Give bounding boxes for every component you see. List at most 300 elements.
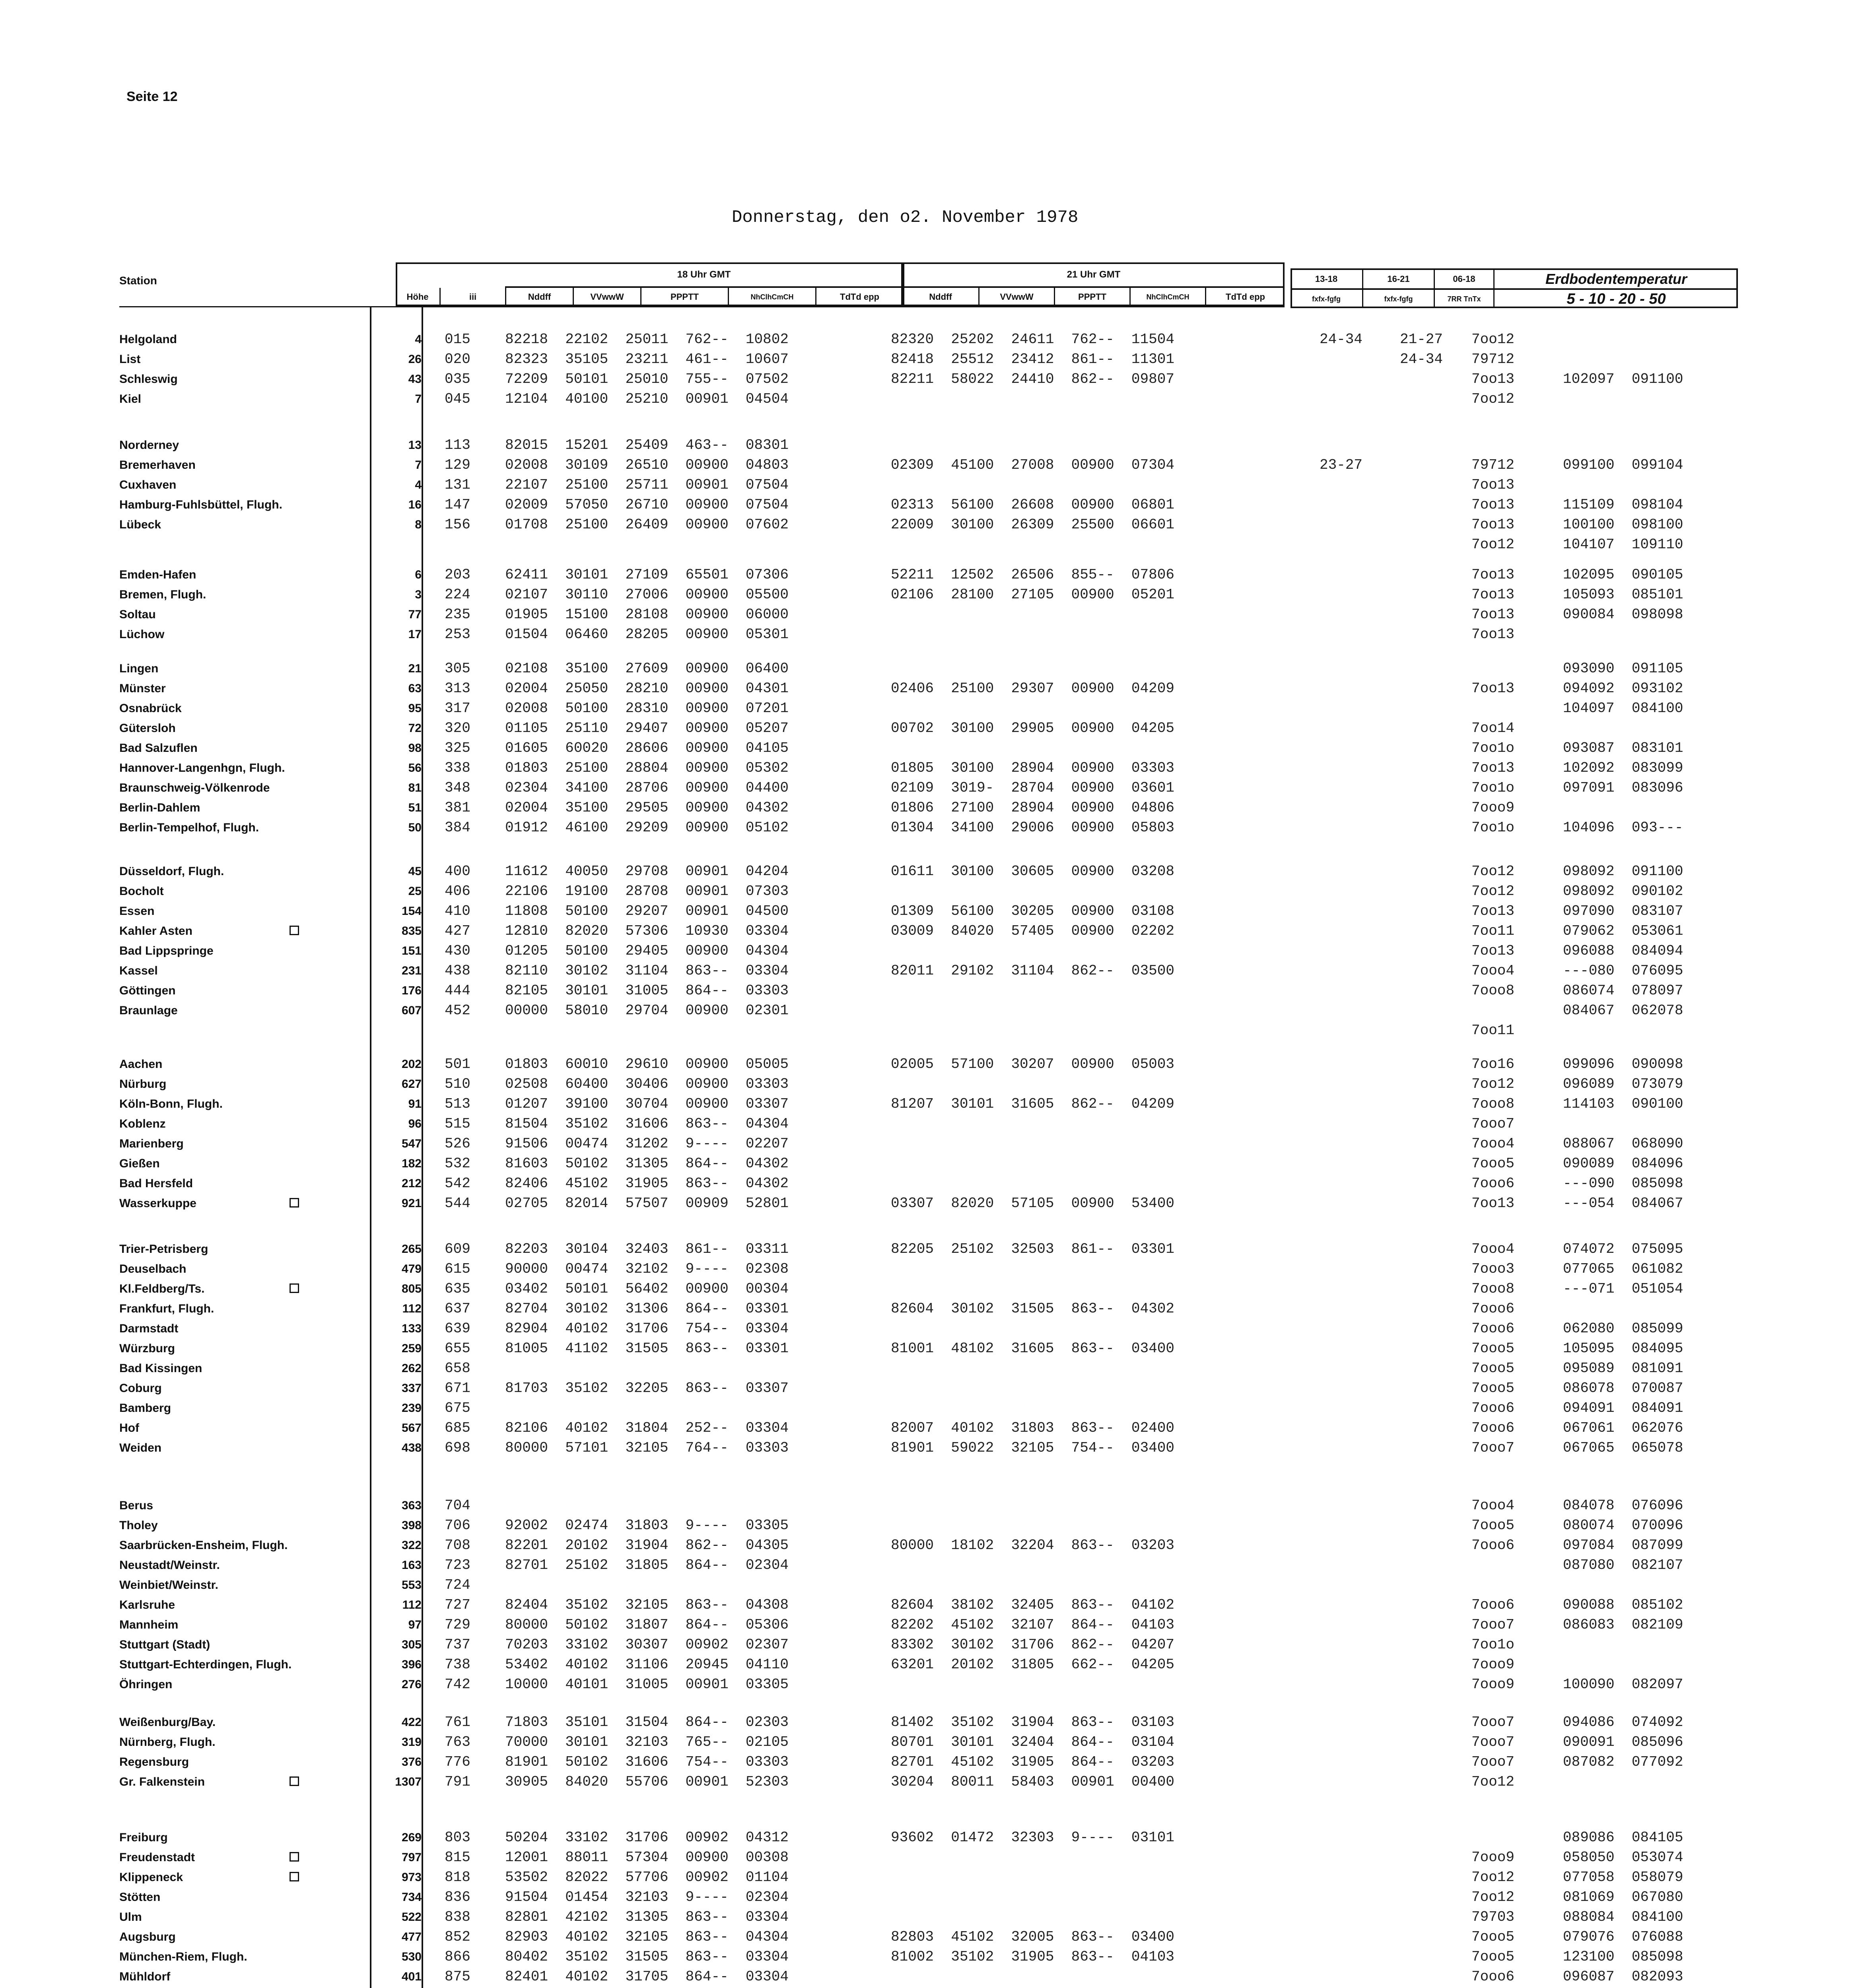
precip-06-18: 7oo13: [1471, 516, 1515, 533]
obs-21-utc: 01806 27100 28904 00900 04806: [891, 800, 1174, 816]
soil-temperature: 093087 083101: [1563, 740, 1683, 756]
obs-18-utc: 82106 40102 31804 252-- 03304: [505, 1420, 789, 1436]
table-row: [0, 456, 1860, 474]
precip-06-18: 79703: [1471, 1909, 1515, 1925]
soil-temperature: 058050 053074: [1563, 1849, 1683, 1866]
station-name: Wasserkuppe: [119, 1197, 196, 1210]
obs-18-utc: 02004 35100 29505 00900 04302: [505, 800, 789, 816]
precip-06-18: 7oo13: [1471, 567, 1515, 583]
station-name: Kassel: [119, 964, 158, 977]
station-id: 791: [445, 1774, 470, 1790]
header-21-col-3: PPPTT: [1054, 288, 1129, 306]
precip-06-18: 7ooo8: [1471, 1096, 1515, 1112]
station-height: 17: [408, 628, 422, 641]
obs-18-utc: 00000 58010 29704 00900 02301: [505, 1002, 789, 1019]
obs-18-utc: 80000 50102 31807 864-- 05306: [505, 1617, 789, 1633]
soil-temperature: 086083 082109: [1563, 1617, 1683, 1633]
table-row: [0, 1616, 1860, 1634]
obs-21-utc: 03307 82020 57105 00900 53400: [891, 1195, 1174, 1211]
table-row: [0, 536, 1860, 553]
soil-temperature: 098092 091100: [1563, 863, 1683, 879]
station-id: 400: [445, 863, 470, 879]
precip-06-18: 7ooo6: [1471, 1301, 1515, 1317]
station-id: 410: [445, 903, 470, 919]
station-name: Bremen, Flugh.: [119, 588, 206, 601]
station-height: 305: [401, 1638, 422, 1651]
station-height: 202: [401, 1058, 422, 1071]
precip-06-18: 7ooo5: [1471, 1929, 1515, 1945]
precip-06-18: 7oo1o: [1471, 740, 1515, 756]
station-id: 698: [445, 1440, 470, 1456]
header-erdboden: Erdbodentemperatur: [1493, 270, 1738, 288]
obs-18-utc: 82704 30102 31306 864-- 03301: [505, 1301, 789, 1317]
header-18-col-4: NhClhCmCH: [728, 288, 815, 306]
station-id: 501: [445, 1056, 470, 1072]
table-row: [0, 1753, 1860, 1771]
obs-21-utc: 83302 30102 31706 862-- 04207: [891, 1637, 1174, 1653]
station-height: 1307: [395, 1775, 422, 1788]
precip-06-18: 7oo13: [1471, 477, 1515, 493]
header-range-13-18: 13-18: [1315, 274, 1338, 284]
station-name: Lübeck: [119, 518, 161, 531]
table-row: [0, 779, 1860, 797]
soil-temperature: 094092 093102: [1563, 680, 1683, 697]
station-height: 319: [401, 1736, 422, 1749]
table-row: [0, 390, 1860, 408]
table-row: [0, 1596, 1860, 1614]
table-row: [0, 1676, 1860, 1693]
table-row: [0, 1400, 1860, 1417]
station-height: 182: [401, 1157, 422, 1170]
station-height: 77: [408, 608, 422, 621]
station-id: 704: [445, 1497, 470, 1514]
soil-temperature: 088084 084100: [1563, 1909, 1683, 1925]
table-row: [0, 1908, 1860, 1926]
station-name: Bad Lippspringe: [119, 944, 214, 957]
station-height: 422: [401, 1716, 422, 1729]
station-height: 56: [408, 761, 422, 775]
station-name: Gütersloh: [119, 722, 176, 735]
station-name: Gr. Falkenstein: [119, 1775, 205, 1788]
station-height: 376: [401, 1755, 422, 1769]
station-name: Coburg: [119, 1382, 162, 1395]
station-height: 734: [401, 1891, 422, 1904]
table-row: [0, 351, 1860, 368]
obs-18-utc: 82904 40102 31706 754-- 03304: [505, 1320, 789, 1337]
soil-temperature: 102095 090105: [1563, 567, 1683, 583]
obs-21-utc: 82011 29102 31104 862-- 03500: [891, 963, 1174, 979]
obs-21-utc: 02406 25100 29307 00900 04209: [891, 680, 1174, 697]
soil-temperature: 094086 074092: [1563, 1714, 1683, 1730]
station-name: Berlin-Dahlem: [119, 801, 200, 814]
obs-21-utc: 22009 30100 26309 25500 06601: [891, 516, 1174, 533]
station-name: Freiburg: [119, 1831, 168, 1844]
station-height: 627: [401, 1077, 422, 1091]
obs-18-utc: 82110 30102 31104 863-- 03304: [505, 963, 789, 979]
precip-06-18: 79712: [1471, 351, 1515, 367]
station-name: Essen: [119, 905, 155, 918]
station-name: Kl.Feldberg/Ts.: [119, 1282, 205, 1295]
station-height: 91: [408, 1097, 422, 1110]
station-name: Aachen: [119, 1058, 163, 1071]
table-row: [0, 1419, 1860, 1437]
report-date: Donnerstag, den o2. November 1978: [732, 208, 1079, 227]
station-height: 259: [401, 1342, 422, 1355]
soil-temperature: 104096 093---: [1563, 819, 1683, 836]
station-name: Kahler Asten: [119, 924, 192, 938]
station-name: Stuttgart (Stadt): [119, 1638, 210, 1651]
precip-06-18: 7ooo7: [1471, 1116, 1515, 1132]
soil-temperature: ---090 085098: [1563, 1175, 1683, 1192]
station-height: 51: [408, 801, 422, 814]
obs-21-utc: 02106 28100 27105 00900 05201: [891, 586, 1174, 603]
station-id: 727: [445, 1597, 470, 1613]
soil-temperature: 089086 084105: [1563, 1829, 1683, 1846]
station-height: 212: [401, 1177, 422, 1190]
obs-18-utc: 12001 88011 57304 00900 00308: [505, 1849, 789, 1866]
station-name: Osnabrück: [119, 702, 182, 715]
station-id: 838: [445, 1909, 470, 1925]
soil-temperature: 088067 068090: [1563, 1136, 1683, 1152]
table-row: [0, 1829, 1860, 1846]
table-row: [0, 476, 1860, 494]
station-name: Bremerhaven: [119, 458, 196, 472]
table-row: [0, 1195, 1860, 1212]
station-id: 635: [445, 1281, 470, 1297]
obs-18-utc: 70000 30101 32103 765-- 02105: [505, 1734, 789, 1750]
precip-06-18: 7oo12: [1471, 1869, 1515, 1885]
precip-06-18: 7oo16: [1471, 1056, 1515, 1072]
table-row: [0, 606, 1860, 623]
precip-06-18: 7ooo9: [1471, 800, 1515, 816]
soil-temperature: 074072 075095: [1563, 1241, 1683, 1257]
table-row: [0, 1557, 1860, 1574]
obs-18-utc: 80000 57101 32105 764-- 03303: [505, 1440, 789, 1456]
station-id: 724: [445, 1577, 470, 1593]
header-erdboden-depths: 5 - 10 - 20 - 50: [1493, 290, 1738, 308]
precip-06-18: 7oo13: [1471, 680, 1515, 697]
table-row: [0, 700, 1860, 717]
table-row: [0, 566, 1860, 584]
station-id: 866: [445, 1949, 470, 1965]
station-height: 337: [401, 1382, 422, 1395]
station-name: Berus: [119, 1499, 154, 1512]
table-row: [0, 1340, 1860, 1357]
obs-18-utc: 01803 60010 29610 00900 05005: [505, 1056, 789, 1072]
obs-21-utc: 01805 30100 28904 00900 03303: [891, 760, 1174, 776]
station-id: 430: [445, 943, 470, 959]
soil-temperature: 096087 082093: [1563, 1969, 1683, 1985]
station-height: 835: [401, 924, 422, 938]
station-id: 671: [445, 1380, 470, 1396]
precip-06-18: 7ooo6: [1471, 1597, 1515, 1613]
station-name: Neustadt/Weinstr.: [119, 1559, 220, 1572]
precip-06-18: 7oo13: [1471, 497, 1515, 513]
soil-temperature: 123100 085098: [1563, 1949, 1683, 1965]
station-id: 685: [445, 1420, 470, 1436]
header-station: Station: [119, 274, 157, 287]
station-id: 224: [445, 586, 470, 603]
obs-21-utc: 01304 34100 29006 00900 05803: [891, 819, 1174, 836]
station-id: 738: [445, 1656, 470, 1673]
gust-16-21: 21-27: [1400, 331, 1443, 348]
obs-18-utc: 01708 25100 26409 00900 07602: [505, 516, 789, 533]
station-height: 21: [408, 662, 422, 675]
table-row: [0, 1869, 1860, 1886]
obs-21-utc: 02313 56100 26608 00900 06801: [891, 497, 1174, 513]
precip-06-18: 7ooo7: [1471, 1734, 1515, 1750]
soil-temperature: 086074 078097: [1563, 982, 1683, 999]
station-name: Weinbiet/Weinstr.: [119, 1578, 218, 1592]
precip-06-18: 7oo11: [1471, 923, 1515, 939]
obs-18-utc: 70203 33102 30307 00902 02307: [505, 1637, 789, 1653]
header-21-col-1: Nddff: [929, 292, 952, 302]
obs-21-utc: 00702 30100 29905 00900 04205: [891, 720, 1174, 736]
table-row: [0, 740, 1860, 757]
soil-temperature: 100090 082097: [1563, 1676, 1683, 1693]
precip-06-18: 7oo13: [1471, 371, 1515, 387]
precip-06-18: 7ooo6: [1471, 1320, 1515, 1337]
station-height: 45: [408, 865, 422, 878]
table-row: [0, 922, 1860, 940]
station-name: Norderney: [119, 439, 179, 452]
precip-06-18: 7ooo7: [1471, 1714, 1515, 1730]
station-height: 176: [401, 984, 422, 997]
station-name: Bad Salzuflen: [119, 742, 198, 755]
table-row: [0, 1155, 1860, 1173]
precip-06-18: 7ooo8: [1471, 1281, 1515, 1297]
soil-temperature: 080074 070096: [1563, 1517, 1683, 1534]
station-id: 675: [445, 1400, 470, 1416]
station-height: 6: [415, 568, 422, 581]
station-id: 742: [445, 1676, 470, 1693]
obs-18-utc: 02304 34100 28706 00900 04400: [505, 780, 789, 796]
obs-18-utc: 82801 42102 31305 863-- 03304: [505, 1909, 789, 1925]
soil-temperature: 095089 081091: [1563, 1360, 1683, 1376]
header-21-col-4: NhClhCmCH: [1129, 288, 1205, 306]
obs-18-utc: 81504 35102 31606 863-- 04304: [505, 1116, 789, 1132]
station-id: 818: [445, 1869, 470, 1885]
table-row: [0, 1714, 1860, 1731]
obs-18-utc: 02508 60400 30406 00900 03303: [505, 1076, 789, 1092]
header-18-col-2: VVwwW: [573, 288, 640, 306]
table-row: [0, 1576, 1860, 1594]
station-name: Braunlage: [119, 1004, 178, 1017]
station-id: 532: [445, 1155, 470, 1172]
table-row: [0, 942, 1860, 960]
precip-06-18: 7oo13: [1471, 586, 1515, 603]
obs-21-utc: 82320 25202 24611 762-- 11504: [891, 331, 1174, 348]
station-height: 269: [401, 1831, 422, 1844]
station-name: Hof: [119, 1421, 139, 1435]
station-name: Hannover-Langenhgn, Flugh.: [119, 761, 285, 775]
station-id: 131: [445, 477, 470, 493]
precip-06-18: 7oo12: [1471, 883, 1515, 899]
station-id: 444: [445, 982, 470, 999]
precip-06-18: 7ooo6: [1471, 1175, 1515, 1192]
soil-temperature: 077065 061082: [1563, 1261, 1683, 1277]
station-id: 609: [445, 1241, 470, 1257]
table-row: [0, 516, 1860, 534]
station-name: Bamberg: [119, 1402, 171, 1415]
obs-21-utc: 52211 12502 26506 855-- 07806: [891, 567, 1174, 583]
station-name: Augsburg: [119, 1930, 176, 1943]
obs-21-utc: 81207 30101 31605 862-- 04209: [891, 1096, 1174, 1112]
station-name: Lüchow: [119, 628, 165, 641]
precip-06-18: 7ooo5: [1471, 1380, 1515, 1396]
table-row: [0, 1439, 1860, 1457]
station-height: 265: [401, 1242, 422, 1256]
station-height: 8: [415, 518, 422, 531]
page-number: Seite 12: [126, 89, 178, 104]
obs-18-utc: 10000 40101 31005 00901 03305: [505, 1676, 789, 1693]
obs-18-utc: 02008 50100 28310 00900 07201: [505, 700, 789, 716]
station-name: Weißenburg/Bay.: [119, 1716, 216, 1729]
precip-06-18: 7ooo5: [1471, 1517, 1515, 1534]
station-id: 203: [445, 567, 470, 583]
open-square-icon: [290, 1283, 299, 1293]
precip-06-18: 7oo13: [1471, 903, 1515, 919]
soil-temperature: 093090 091105: [1563, 660, 1683, 677]
obs-18-utc: 90000 00474 32102 9---- 02308: [505, 1261, 789, 1277]
station-height: 805: [401, 1282, 422, 1295]
obs-18-utc: 82323 35105 23211 461-- 10607: [505, 351, 789, 367]
obs-18-utc: 11612 40050 29708 00901 04204: [505, 863, 789, 879]
station-height: 553: [401, 1578, 422, 1592]
table-row: [0, 586, 1860, 604]
station-id: 147: [445, 497, 470, 513]
precip-06-18: 7ooo4: [1471, 963, 1515, 979]
table-row: [0, 626, 1860, 643]
table-row: [0, 1022, 1860, 1039]
soil-temperature: 104097 084100: [1563, 700, 1683, 716]
soil-temperature: 099100 099104: [1563, 457, 1683, 473]
station-height: 3: [415, 588, 422, 601]
precip-06-18: 7ooo3: [1471, 1261, 1515, 1277]
table-row: [0, 883, 1860, 900]
precip-06-18: 7ooo5: [1471, 1155, 1515, 1172]
header-sub-06-18: 7RR TnTx: [1434, 290, 1493, 308]
station-height: 477: [401, 1930, 422, 1943]
station-id: 836: [445, 1889, 470, 1905]
obs-21-utc: 82701 45102 31905 864-- 03203: [891, 1754, 1174, 1770]
station-id: 615: [445, 1261, 470, 1277]
obs-18-utc: 22107 25100 25711 00901 07504: [505, 477, 789, 493]
station-height: 522: [401, 1910, 422, 1924]
obs-18-utc: 71803 35101 31504 864-- 02303: [505, 1714, 789, 1730]
table-row: [0, 1773, 1860, 1791]
table-row: [0, 371, 1860, 388]
station-name: Darmstadt: [119, 1322, 179, 1335]
header-21-col-2: VVwwW: [978, 288, 1054, 306]
station-id: 427: [445, 923, 470, 939]
soil-temperature: 102092 083099: [1563, 760, 1683, 776]
precip-06-18: 7ooo4: [1471, 1241, 1515, 1257]
obs-21-utc: 82202 45102 32107 864-- 04103: [891, 1617, 1174, 1633]
obs-18-utc: 53502 82022 57706 00902 01104: [505, 1869, 789, 1885]
header-21-uhr: 21 Uhr GMT: [1067, 269, 1121, 280]
station-height: 96: [408, 1117, 422, 1130]
precip-06-18: 7oo1o: [1471, 1637, 1515, 1653]
soil-temperature: 115109 098104: [1563, 497, 1683, 513]
obs-18-utc: 02009 57050 26710 00900 07504: [505, 497, 789, 513]
obs-18-utc: 81901 50102 31606 754-- 03303: [505, 1754, 789, 1770]
soil-temperature: 090091 085096: [1563, 1734, 1683, 1750]
obs-18-utc: 62411 30101 27109 65501 07306: [505, 567, 789, 583]
station-name: Regensburg: [119, 1755, 189, 1769]
obs-18-utc: 22106 19100 28708 00901 07303: [505, 883, 789, 899]
station-name: Emden-Hafen: [119, 568, 196, 581]
obs-18-utc: 01205 50100 29405 00900 04304: [505, 943, 789, 959]
table-row: [0, 1968, 1860, 1986]
station-name: Bocholt: [119, 885, 164, 898]
table-row: [0, 863, 1860, 880]
table-row: [0, 1380, 1860, 1397]
obs-21-utc: 02005 57100 30207 00900 05003: [891, 1056, 1174, 1072]
station-height: 231: [401, 964, 422, 977]
obs-21-utc: 63201 20102 31805 662-- 04205: [891, 1656, 1174, 1673]
obs-18-utc: 81703 35102 32205 863-- 03307: [505, 1380, 789, 1396]
station-id: 706: [445, 1517, 470, 1534]
station-height: 95: [408, 702, 422, 715]
table-row: [0, 720, 1860, 737]
station-name: Cuxhaven: [119, 478, 177, 491]
station-height: 154: [401, 905, 422, 918]
header-18-col-5: TdTd epp: [815, 288, 903, 306]
station-name: Göttingen: [119, 984, 176, 997]
obs-18-utc: 82015 15201 25409 463-- 08301: [505, 437, 789, 453]
soil-temperature: 087082 077092: [1563, 1754, 1683, 1770]
station-id: 526: [445, 1136, 470, 1152]
station-name: Schleswig: [119, 373, 178, 386]
precip-06-18: 7oo12: [1471, 536, 1515, 553]
obs-18-utc: 81005 41102 31505 863-- 03301: [505, 1340, 789, 1357]
station-name: Klippeneck: [119, 1871, 183, 1884]
soil-temperature: 097091 083096: [1563, 780, 1683, 796]
obs-18-utc: 02004 25050 28210 00900 04301: [505, 680, 789, 697]
precip-06-18: 7oo12: [1471, 331, 1515, 348]
obs-18-utc: 02705 82014 57507 00909 52801: [505, 1195, 789, 1211]
soil-temperature: 067061 062076: [1563, 1420, 1683, 1436]
obs-18-utc: 82203 30104 32403 861-- 03311: [505, 1241, 789, 1257]
gust-13-18: 24-34: [1320, 331, 1363, 348]
obs-21-utc: 82007 40102 31803 863-- 02400: [891, 1420, 1174, 1436]
station-height: 81: [408, 781, 422, 794]
precip-06-18: 7oo13: [1471, 760, 1515, 776]
soil-temperature: 100100 098100: [1563, 516, 1683, 533]
soil-temperature: 114103 090100: [1563, 1096, 1683, 1112]
station-id: 113: [445, 437, 470, 453]
obs-21-utc: 93602 01472 32303 9---- 03101: [891, 1829, 1174, 1846]
table-row: [0, 982, 1860, 1000]
table-row: [0, 1115, 1860, 1133]
obs-18-utc: 82105 30101 31005 864-- 03303: [505, 982, 789, 999]
soil-temperature: 079076 076088: [1563, 1929, 1683, 1945]
precip-06-18: 7ooo5: [1471, 1360, 1515, 1376]
station-height: 63: [408, 682, 422, 695]
station-name: Gießen: [119, 1157, 160, 1170]
station-id: 317: [445, 700, 470, 716]
header-sub-16-21: fxfx-fgfg: [1362, 290, 1434, 308]
station-name: Bad Kissingen: [119, 1362, 202, 1375]
obs-18-utc: 02008 30109 26510 00900 04803: [505, 457, 789, 473]
obs-21-utc: 81901 59022 32105 754-- 03400: [891, 1440, 1174, 1456]
station-id: 723: [445, 1557, 470, 1573]
table-row: [0, 1360, 1860, 1377]
station-id: 384: [445, 819, 470, 836]
obs-18-utc: 01905 15100 28108 00900 06000: [505, 606, 789, 623]
table-row: [0, 1095, 1860, 1113]
